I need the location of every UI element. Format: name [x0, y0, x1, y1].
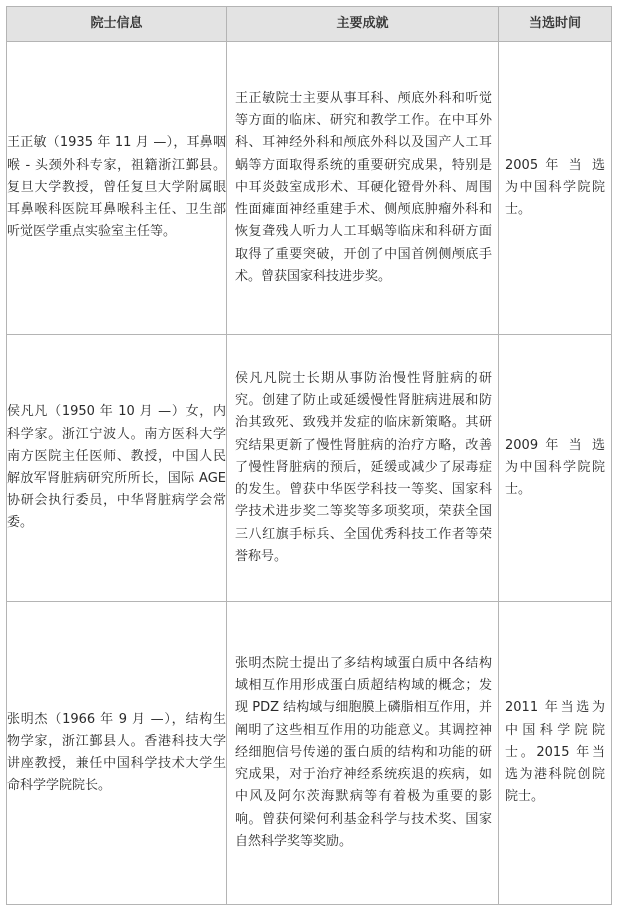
info-text: 侯凡凡（1950 年 10 月 —）女，内科学家。浙江宁波人。南方医科大学南方医院主任医师、教授，中国人民解放军肾脏病研究所所长，国际 AGE 协研会执行委员，中华肾脏病学会常委。 — [7, 404, 226, 531]
header-achievement: 主要成就 — [227, 7, 499, 42]
achievement-cell — [227, 335, 499, 602]
achievement-text: 张明杰院士提出了多结构域蛋白质中各结构域相互作用形成蛋白质超结构域的概念；发现 PDZ 结构域与细胞膜上磷脂相互作用，并阐明了这些相互作用的功能意义。其调控神经细胞信号传递的蛋白质的结构和功能的研究成果，对于治疗神经系统疾退的疾病，如中风及阿尔茨海默病等有着极为重要的影响。曾获何梁何利基金科学与技术奖、国家自然科学奖等奖励。 — [235, 656, 492, 849]
achievement-cell — [227, 42, 499, 335]
header-time: 当选时间 — [499, 7, 612, 42]
academician-table — [6, 6, 612, 905]
achievement-text: 王正敏院士主要从事耳科、颅底外科和听觉等方面的临床、研究和教学工作。在中耳外科、耳神经外科和颅底外科以及国产人工耳蜗等方面取得系统的重要研究成果，特别是中耳炎鼓室成形术、耳硬化镫骨外科、周围性面瘫面神经重建手术、侧颅底肿瘤外科和恢复聋残人听力人工耳蜗等临床和科研方面取得了重要突破，开创了中国首例侧颅底手术。曾获国家科技进步奖。 — [235, 91, 492, 284]
table-row — [7, 42, 612, 335]
header-info: 院士信息 — [7, 7, 227, 42]
info-cell — [7, 42, 227, 335]
time-cell — [499, 335, 612, 602]
time-text: 2009 年 当 选 为中国科学院院士。 — [505, 437, 605, 498]
info-text: 王正敏（1935 年 11 月 —），耳鼻咽喉 - 头颈外科专家，祖籍浙江鄞县。复旦大学教授，曾任复旦大学附属眼耳鼻喉科医院耳鼻喉科主任、卫生部听觉医学重点实验室主任等。 — [7, 135, 226, 240]
table-row — [7, 602, 612, 905]
table-header-row — [7, 7, 612, 42]
info-cell — [7, 602, 227, 905]
info-text: 张明杰（1966 年 9 月 —），结构生物学家，浙江鄞县人。香港科技大学讲座教授，兼任中国科学技术大学生命科学学院院长。 — [7, 711, 226, 794]
table-row — [7, 335, 612, 602]
time-text: 2005 年 当 选 为中国科学院院士。 — [505, 157, 605, 218]
time-text: 2011 年当选为中国科学院院士。2015 年当选为港科院创院院士。 — [505, 700, 605, 805]
time-cell — [499, 42, 612, 335]
time-cell — [499, 602, 612, 905]
info-cell — [7, 335, 227, 602]
achievement-text: 侯凡凡院士长期从事防治慢性肾脏病的研究。创建了防止或延缓慢性肾脏病进展和防治其致死、致残并发症的临床新策略。其研究结果更新了慢性肾脏病的治疗方略，改善了慢性肾脏病的预后，延缓或减少了尿毒症的发生。曾获中华医学科技一等奖、国家科学技术进步奖二等奖等多项奖项，荣获全国三八红旗手标兵、全国优秀科技工作者等荣誉称号。 — [235, 371, 492, 564]
achievement-cell — [227, 602, 499, 905]
